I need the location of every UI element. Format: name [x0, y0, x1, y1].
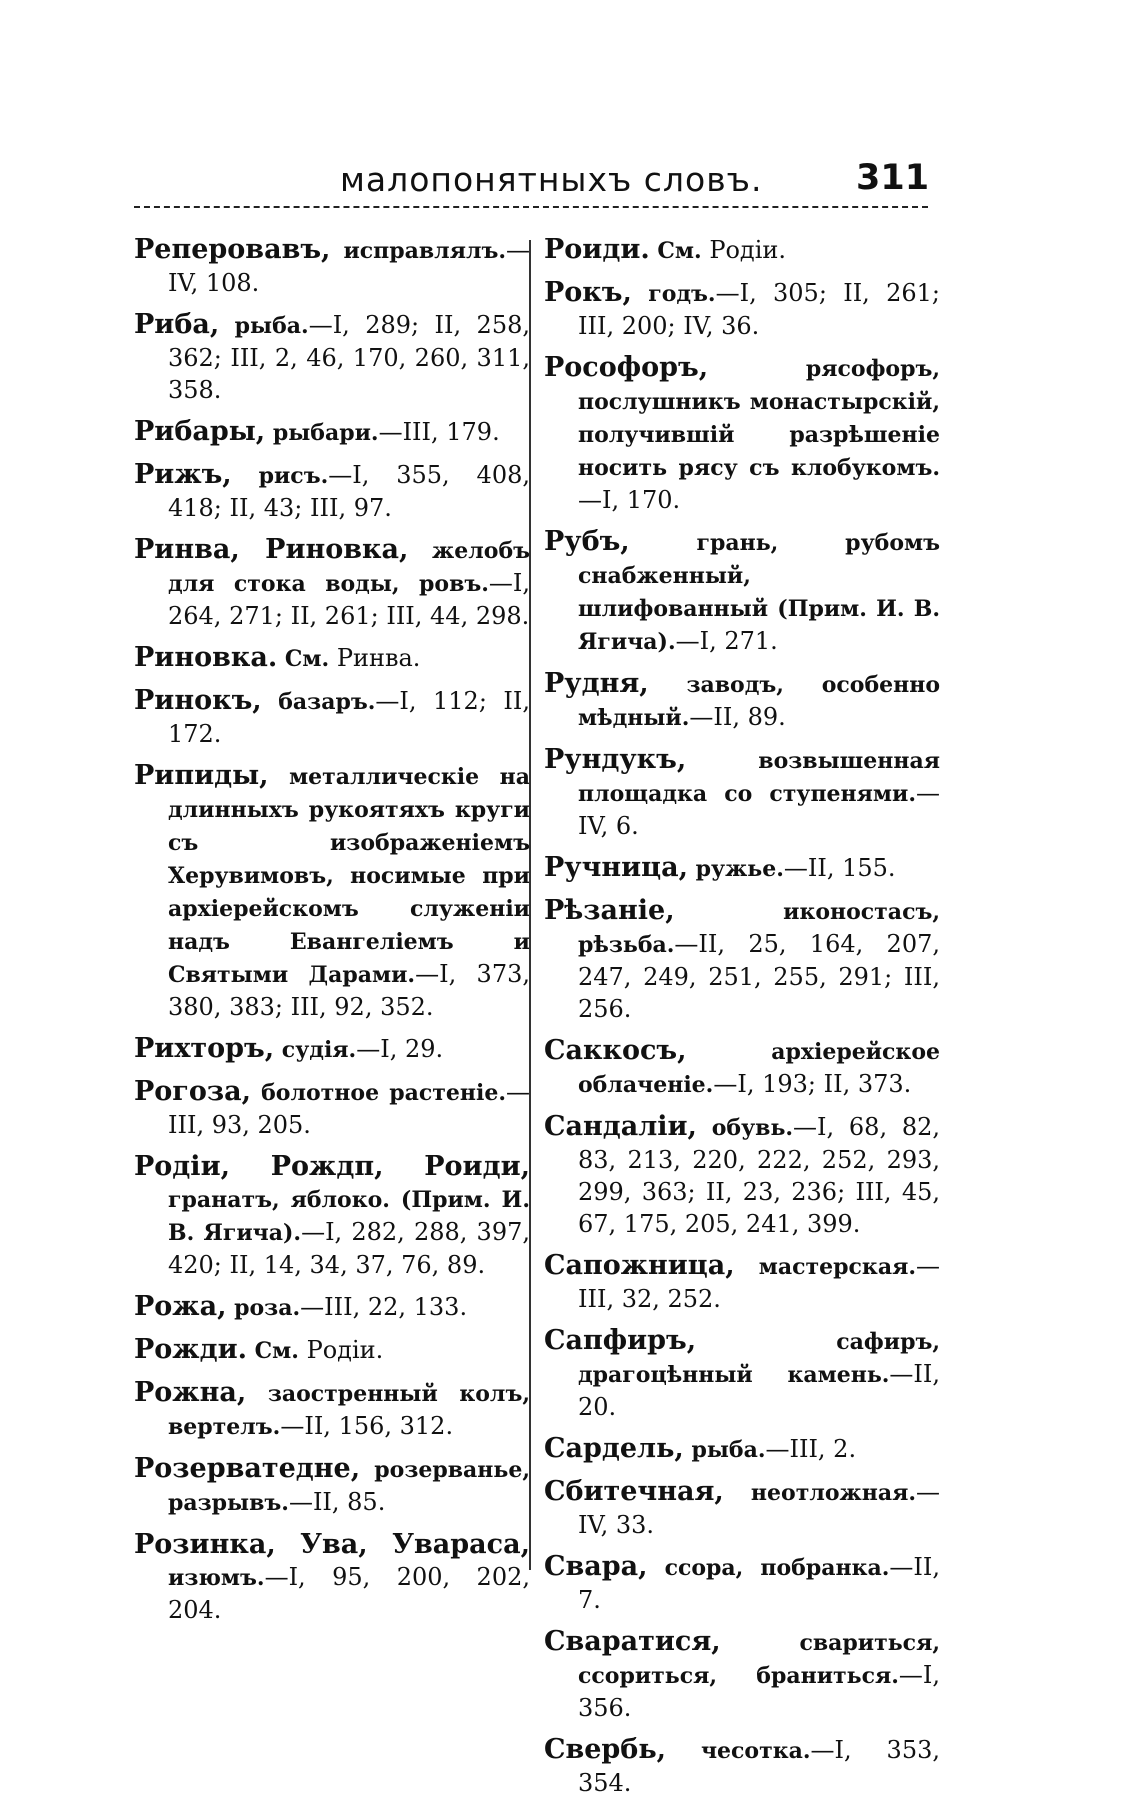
- glossary-entry: [544, 526, 940, 658]
- entry-definition: обувь.: [711, 1115, 794, 1141]
- entry-headword: Рихторъ,: [134, 1033, 275, 1064]
- entry-headword: Ринва, Риновка,: [134, 534, 409, 565]
- entry-definition: неотложная.: [750, 1480, 916, 1506]
- entry-headword: Рокъ,: [544, 277, 632, 308]
- entry-references: Родіи.: [306, 1336, 384, 1364]
- entry-definition: изюмъ.: [168, 1565, 265, 1591]
- entry-references: —I, 282, 288, 397, 420; II, 14, 34, 37, 76, 89.: [168, 1218, 530, 1279]
- entry-headword: Рософоръ,: [544, 352, 709, 383]
- left-column: [134, 234, 530, 1636]
- entry-definition: См.: [254, 1338, 299, 1364]
- glossary-entry: [134, 1377, 530, 1443]
- glossary-entry: [134, 642, 530, 675]
- glossary-entry: [134, 459, 530, 524]
- entry-headword: Рогоза,: [134, 1076, 251, 1107]
- entry-references: —I, 29.: [356, 1035, 444, 1063]
- glossary-entry: [544, 1626, 940, 1724]
- entry-definition: рисъ.: [258, 463, 329, 489]
- entry-headword: Рожди.: [134, 1334, 247, 1365]
- entry-headword: Рожна,: [134, 1377, 247, 1408]
- entry-references: Родіи.: [709, 236, 787, 264]
- entry-headword: Рипиды,: [134, 760, 269, 791]
- entry-definition: годъ.: [648, 281, 716, 307]
- entry-headword: Сандаліи,: [544, 1111, 697, 1142]
- entry-headword: Риба,: [134, 309, 220, 340]
- glossary-entry: [544, 1111, 940, 1240]
- glossary-entry: [544, 1734, 940, 1799]
- entry-definition: рыба.: [234, 313, 309, 339]
- entry-references: —III, 179.: [378, 418, 500, 446]
- entry-references: —I, 353, 354.: [578, 1736, 940, 1797]
- entry-definition: грань, рубомъ снабженный, шлифованный (Прим. И. В. Ягича).: [578, 530, 940, 655]
- header-rule: [134, 206, 928, 208]
- glossary-entry: [544, 1035, 940, 1101]
- entry-definition: мастерская.: [758, 1254, 916, 1280]
- entry-headword: Риновка.: [134, 642, 278, 673]
- entry-references: —I, 355, 408, 418; II, 43; III, 97.: [168, 461, 530, 522]
- entry-definition: базаръ.: [278, 689, 376, 715]
- entry-references: —II, 89.: [689, 703, 786, 731]
- entry-definition: рясофоръ, послушникъ монастырскій, получившій разрѣшеніе носить рясу съ клобукомъ.: [578, 356, 940, 481]
- entry-references: —I, 305; II, 261; III, 200; IV, 36.: [578, 279, 940, 340]
- running-title: малопонятныхъ словъ.: [340, 160, 763, 199]
- entry-references: —II, 85.: [288, 1488, 386, 1516]
- glossary-entry: [544, 1551, 940, 1616]
- entry-definition: гранатъ, яблоко. (Прим. И. В. Ягича).: [168, 1187, 530, 1246]
- entry-definition: чесотка.: [700, 1738, 811, 1764]
- entry-references: —IV, 33.: [578, 1478, 940, 1539]
- entry-definition: судія.: [281, 1037, 357, 1063]
- glossary-entry: [134, 1334, 530, 1367]
- entry-references: —I, 193; II, 373.: [713, 1070, 912, 1098]
- entry-definition: заводъ, особенно мѣдный.: [578, 672, 940, 731]
- glossary-entry: [134, 234, 530, 299]
- entry-definition: иконостасъ, рѣзьба.: [578, 899, 940, 958]
- entry-definition: рыба.: [691, 1437, 766, 1463]
- entry-headword: Сардель,: [544, 1433, 684, 1464]
- entry-headword: Свара,: [544, 1551, 648, 1582]
- glossary-entry: [544, 1433, 940, 1466]
- glossary-entry: [134, 1529, 530, 1626]
- entry-headword: Рѣзаніе,: [544, 895, 675, 926]
- right-column: [544, 234, 940, 1809]
- entry-definition: рыбари.: [272, 420, 379, 446]
- entry-definition: болотное растеніе.: [261, 1080, 506, 1106]
- entry-definition: сафиръ, драгоцѣнный камень.: [578, 1329, 940, 1388]
- glossary-entry: [544, 1250, 940, 1315]
- entry-definition: свариться, ссориться, браниться.: [578, 1630, 940, 1689]
- glossary-entry: [134, 416, 530, 449]
- entry-references: —II, 20.: [578, 1360, 940, 1421]
- entry-headword: Рундукъ,: [544, 744, 687, 775]
- entry-definition: архіерейское облаченіе.: [578, 1039, 940, 1098]
- glossary-entry: [544, 234, 940, 267]
- entry-headword: Родіи, Рождп, Роиди,: [134, 1151, 530, 1182]
- entry-headword: Ручница,: [544, 852, 688, 883]
- entry-definition: возвышенная площадка со ступенями.: [578, 748, 940, 807]
- entry-references: —III, 22, 133.: [300, 1293, 468, 1321]
- entry-references: —III, 32, 252.: [578, 1252, 940, 1313]
- entry-references: —IV, 6.: [578, 779, 940, 840]
- glossary-entry: [134, 534, 530, 632]
- glossary-entry: [134, 685, 530, 750]
- glossary-entry: [134, 309, 530, 406]
- entry-headword: Саккосъ,: [544, 1035, 687, 1066]
- entry-references: —I, 271.: [675, 627, 778, 655]
- entry-references: —III, 93, 205.: [168, 1078, 530, 1139]
- entry-headword: Рижъ,: [134, 459, 232, 490]
- entry-headword: Сапфиръ,: [544, 1325, 697, 1356]
- entry-references: —IV, 108.: [168, 236, 530, 297]
- glossary-entry: [134, 760, 530, 1023]
- entry-headword: Розинка, Ува, Увараса,: [134, 1529, 530, 1560]
- entry-headword: Сбитечная,: [544, 1476, 724, 1507]
- entry-definition: заостренный колъ, вертелъ.: [168, 1381, 530, 1440]
- glossary-entry: [544, 1325, 940, 1423]
- entry-references: —II, 155.: [783, 854, 896, 882]
- glossary-entry: [134, 1076, 530, 1141]
- glossary-entry: [544, 895, 940, 1025]
- entry-references: —I, 289; II, 258, 362; III, 2, 46, 170, 260, 311, 358.: [168, 311, 530, 404]
- entry-definition: См.: [657, 238, 702, 264]
- entry-headword: Роиди.: [544, 234, 650, 265]
- glossary-entry: [544, 744, 940, 842]
- entry-definition: роза.: [234, 1295, 301, 1321]
- page-number: 311: [856, 158, 930, 198]
- entry-headword: Рожа,: [134, 1291, 227, 1322]
- entry-references: —I, 95, 200, 202, 204.: [168, 1563, 530, 1624]
- entry-headword: Сваратися,: [544, 1626, 721, 1657]
- entry-headword: Рибары,: [134, 416, 266, 447]
- entry-headword: Сапожница,: [544, 1250, 735, 1281]
- entry-definition: исправлялъ.: [343, 238, 506, 264]
- entry-definition: металлическіе на длинныхъ рукоятяхъ круги съ изображеніемъ Херувимовъ, носимые при архіерейскомъ служеніи надъ Евангеліемъ и Святыми Дарами.: [168, 764, 530, 988]
- entry-headword: Реперовавъ,: [134, 234, 331, 265]
- entry-references: —I, 170.: [578, 486, 681, 514]
- entry-definition: ружье.: [695, 856, 784, 882]
- entry-headword: Свербь,: [544, 1734, 667, 1765]
- entry-references: —II, 25, 164, 207, 247, 249, 251, 255, 291; III, 256.: [578, 930, 940, 1023]
- entry-references: —I, 112; II, 172.: [168, 687, 530, 748]
- entry-headword: Рудня,: [544, 668, 649, 699]
- entry-references: Ринва.: [336, 644, 421, 672]
- entry-headword: Розерватедне,: [134, 1453, 361, 1484]
- glossary-entry: [544, 668, 940, 734]
- glossary-entry: [544, 1476, 940, 1541]
- entry-references: —II, 7.: [578, 1553, 940, 1614]
- entry-headword: Ринокъ,: [134, 685, 262, 716]
- entry-references: —I, 356.: [578, 1661, 940, 1722]
- entry-references: —II, 156, 312.: [280, 1412, 454, 1440]
- entry-references: —III, 2.: [765, 1435, 857, 1463]
- entry-definition: См.: [284, 646, 330, 672]
- glossary-entry: [134, 1291, 530, 1324]
- glossary-entry: [134, 1453, 530, 1519]
- entry-definition: розерванье, разрывъ.: [168, 1457, 530, 1516]
- entry-definition: желобъ для стока воды, ровъ.: [168, 538, 530, 597]
- glossary-entry: [544, 852, 940, 885]
- entry-references: —I, 264, 271; II, 261; III, 44, 298.: [168, 569, 530, 630]
- glossary-entry: [544, 277, 940, 342]
- glossary-entry: [134, 1033, 530, 1066]
- glossary-entry: [134, 1151, 530, 1281]
- entry-references: —I, 68, 82, 83, 213, 220, 222, 252, 293, 299, 363; II, 23, 236; III, 45, 67, 175, 205, 241, 399.: [578, 1113, 940, 1238]
- entry-headword: Рубъ,: [544, 526, 630, 557]
- column-divider: [529, 240, 531, 1570]
- entry-references: —I, 373, 380, 383; III, 92, 352.: [168, 960, 530, 1021]
- glossary-entry: [544, 352, 940, 516]
- entry-definition: ссора, побранка.: [664, 1555, 890, 1581]
